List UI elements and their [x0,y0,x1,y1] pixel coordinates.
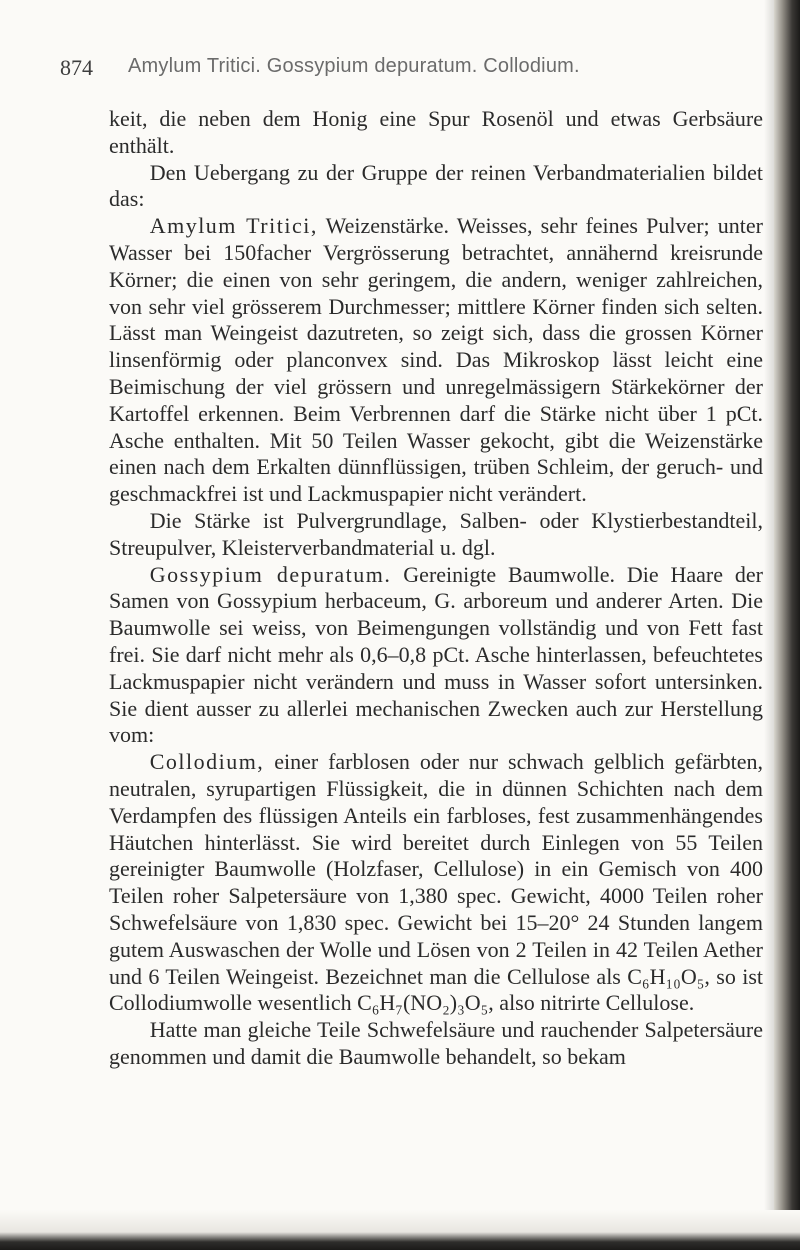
page-number: 874 [60,55,93,80]
paragraph-text: Die Stärke ist Pulvergrundlage, Salben- oder Klystierbestandteil, Streupulver, Kleisterverbandmaterial u. dgl. [109,507,763,560]
page-header [60,55,760,85]
paragraph [109,1017,763,1071]
paragraph-text: Gereinigte Baumwolle. Die Haare der Samen von Gossypium herbaceum, G. arboreum und anderer Arten. Die Baumwolle sei weiss, von Beimengungen vollständig und von Fett fast frei. Sie darf nicht mehr als 0,6–0,8 pCt. Asche hinterlassen, befeuchtetes Lackmuspapier nicht verändern und muss in Wasser sofort untersinken. Sie dient ausser zu allerlei mechanischen Zwecken auch zur Herstellung vom: [109,561,763,748]
paragraph-gossypium [109,562,763,750]
paragraph-text: Den Uebergang zu der Gruppe der reinen Verbandmaterialien bildet das: [109,159,763,212]
paragraph-text: einer farblosen oder nur schwach gelblich gefärbten, neutralen, syrupartigen Flüssigkeit, die in dünnen Schichten nach dem Verdampfen des flüssigen Anteils ein farbloses, fest zusammenhängendes Häutchen hinterlässt. Sie wird bereitet durch Einlegen von 55 Teilen gereinigter Baumwolle (Holzfaser, Cellulose) in ein Gemisch von 400 Teilen roher Salpetersäure von 1,380 spec. Gewicht, 4000 Teilen roher Schwefelsäure von 1,830 spec. Gewicht bei 15–20° 24 Stunden langem gutem Auswaschen der Wolle und Lösen von 2 Teilen in 42 Teilen Aether und 6 Teilen Weingeist. Bezeichnet man die Cellulose als C₆H₁₀O₅, so ist Collodiumwolle wesentlich C₆H₇(NO₂)₃O₅, also nitrirte Cellulose. [109,749,763,1016]
paragraph-amylum [109,213,763,508]
paragraph-text: Hatte man gleiche Teile Schwefelsäure und rauchender Salpetersäure genommen und damit die Baumwolle behandelt, so bekam [109,1017,763,1069]
paragraph-text: keit, die neben dem Honig eine Spur Rosenöl und etwas Gerbsäure enthält. [109,106,763,158]
paragraph-text: Weizenstärke. Weisses, sehr feines Pulver; unter Wasser bei 150facher Vergrösserung betrachtet, annähernd kreisrunde Körner; die einen von sehr geringem, die andern, weniger zahlreichen, von sehr viel grösserem Durchmesser; mittlere Körner finden sich selten. Lässt man Weingeist dazutreten, so zeigt sich, dass die grossen Körner linsenförmig oder planconvex sind. Das Mikroskop lässt leicht eine Beimischung der viel grössern und unregelmässigern Stärkekörner der Kartoffel erkennen. Beim Verbrennen darf die Stärke nicht über 1 pCt. Asche enthalten. Mit 50 Teilen Wasser gekocht, gibt die Weizenstärke einen nach dem Erkalten dünnflüssigen, trüben Schleim, der geruch- und geschmackfrei ist und Lackmuspapier nicht verändert. [109,213,763,507]
entry-heading: Amylum Tritici, [149,213,318,239]
paragraph-collodium [109,749,763,1017]
paragraph [109,106,763,160]
entry-heading: Gossypium depuratum. [149,561,392,587]
running-head: Amylum Tritici. Gossypium depuratum. Collodium. [128,55,580,77]
book-binding-edge [774,0,800,1250]
paragraph [109,160,763,214]
entry-heading: Collodium, [149,749,265,775]
binding-shadow [764,0,774,1250]
body-text [109,106,763,1071]
paragraph [109,508,763,562]
page-bottom-edge [0,1210,800,1250]
